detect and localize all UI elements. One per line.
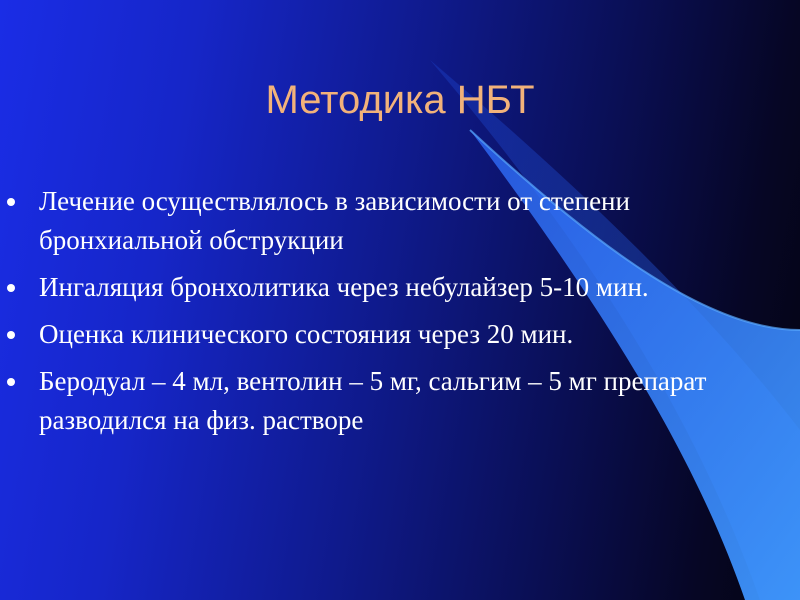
bullet-text: Беродуал – 4 мл, вентолин – 5 мг, сальгим – 5 мг препарат разводился на физ. растворе <box>39 366 707 435</box>
bullet-text: Ингаляция бронхолитика через небулайзер 5-10 мин. <box>39 272 649 302</box>
bullet-item <box>0 182 800 260</box>
slide-title: Методика НБТ <box>265 78 535 122</box>
bullet-item <box>0 315 800 354</box>
bullet-dot-icon <box>7 198 15 206</box>
bullet-dot-icon <box>7 378 15 386</box>
bullet-dot-icon <box>7 284 15 292</box>
bullet-dot-icon <box>7 331 15 339</box>
bullet-item <box>0 362 800 440</box>
bullet-item <box>0 268 800 307</box>
bullet-text: Оценка клинического состояния через 20 мин. <box>39 319 574 349</box>
bullet-text: Лечение осуществлялось в зависимости от степени бронхиальной обструкции <box>39 186 630 255</box>
bullet-list <box>0 182 800 448</box>
